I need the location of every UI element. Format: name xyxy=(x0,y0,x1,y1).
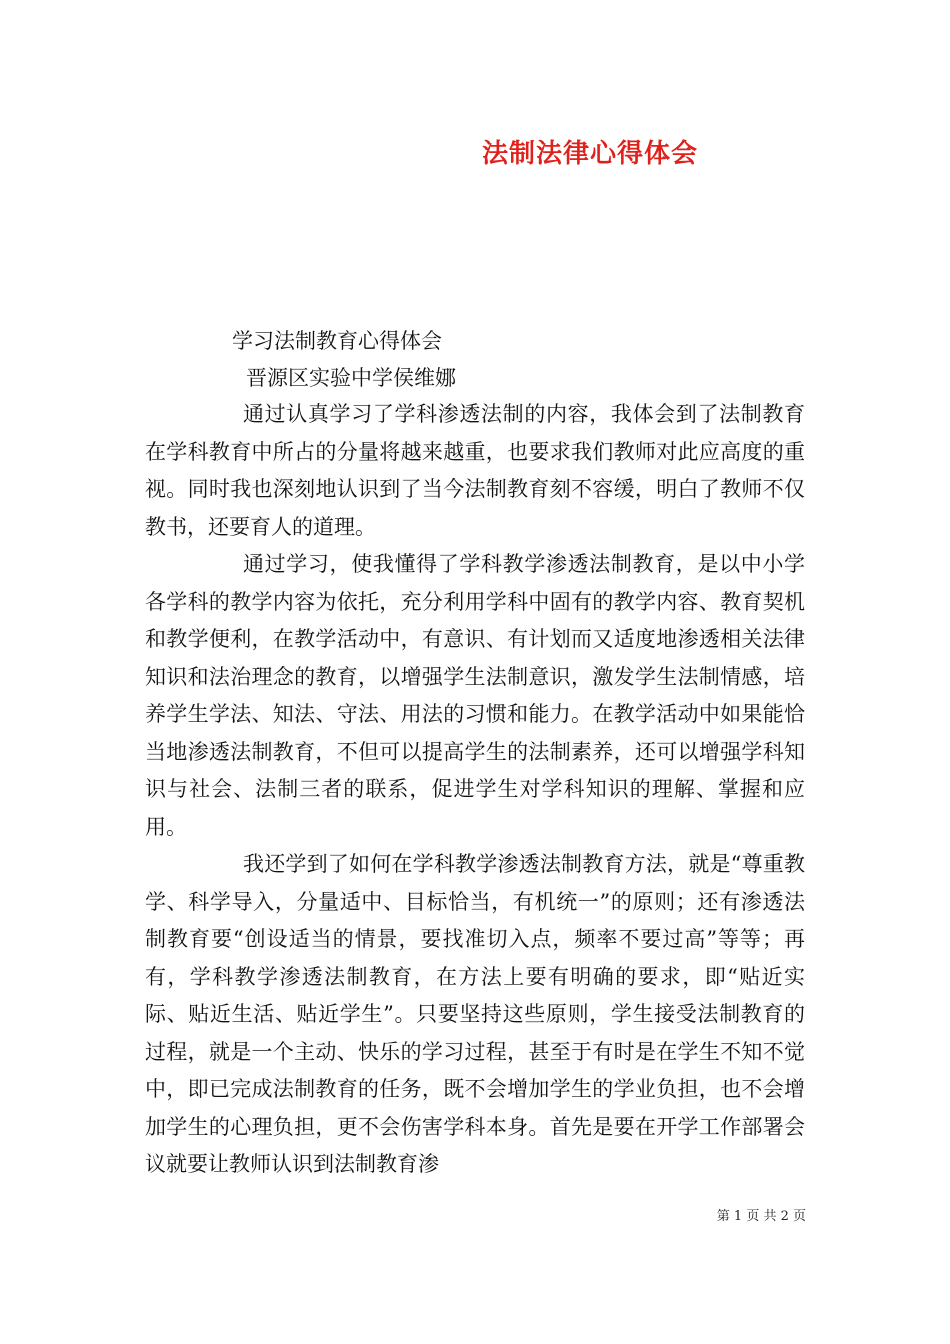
author-line: 晋源区实验中学侯维娜 xyxy=(246,366,456,390)
page-number-footer: 第 1 页 共 2 页 xyxy=(716,1209,806,1224)
paragraph-2: 通过学习，使我懂得了学科教学渗透法制教育，是以中小学各学科的教学内容为依托，充分利用学科中固有的教学内容、教育契机和教学便利，在教学活动中，有意识、有计划而又适度地渗透相关法律知识和法治理念的教育，以增强学生法制意识，激发学生法制情感，培养学生学法、知法、守法、用法的习惯和能力。在教学活动中如果能恰当地渗透法制教育，不但可以提高学生的法制素养，还可以增强学科知识与社会、法制三者的联系，促进学生对学科知识的理解、掌握和应用。 xyxy=(145,552,805,839)
essay-subtitle: 学习法制教育心得体会 xyxy=(232,329,442,353)
paragraph-1: 通过认真学习了学科渗透法制的内容，我体会到了法制教育在学科教育中所占的分量将越来越重，也要求我们教师对此应高度的重视。同时我也深刻地认识到了当今法制教育刻不容缓，明白了教师不仅教书，还要育人的道理。 xyxy=(145,402,805,539)
document-title: 法制法律心得体会 xyxy=(481,139,698,169)
document-body xyxy=(145,396,805,1184)
paragraph-3: 我还学到了如何在学科教学渗透法制教育方法，就是“尊重教学、科学导入，分量适中、目标恰当，有机统一”的原则；还有渗透法制教育要“创设适当的情景，要找准切入点，频率不要过高”等等；再有，学科教学渗透法制教育，在方法上要有明确的要求，即“贴近实际、贴近生活、贴近学生”。只要坚持这些原则，学生接受法制教育的过程，就是一个主动、快乐的学习过程，甚至于有时是在学生不知不觉中，即已完成法制教育的任务，既不会增加学生的学业负担，也不会增加学生的心理负担，更不会伤害学科本身。首先是要在开学工作部署会议就要让教师认识到法制教育渗 xyxy=(145,852,805,1176)
